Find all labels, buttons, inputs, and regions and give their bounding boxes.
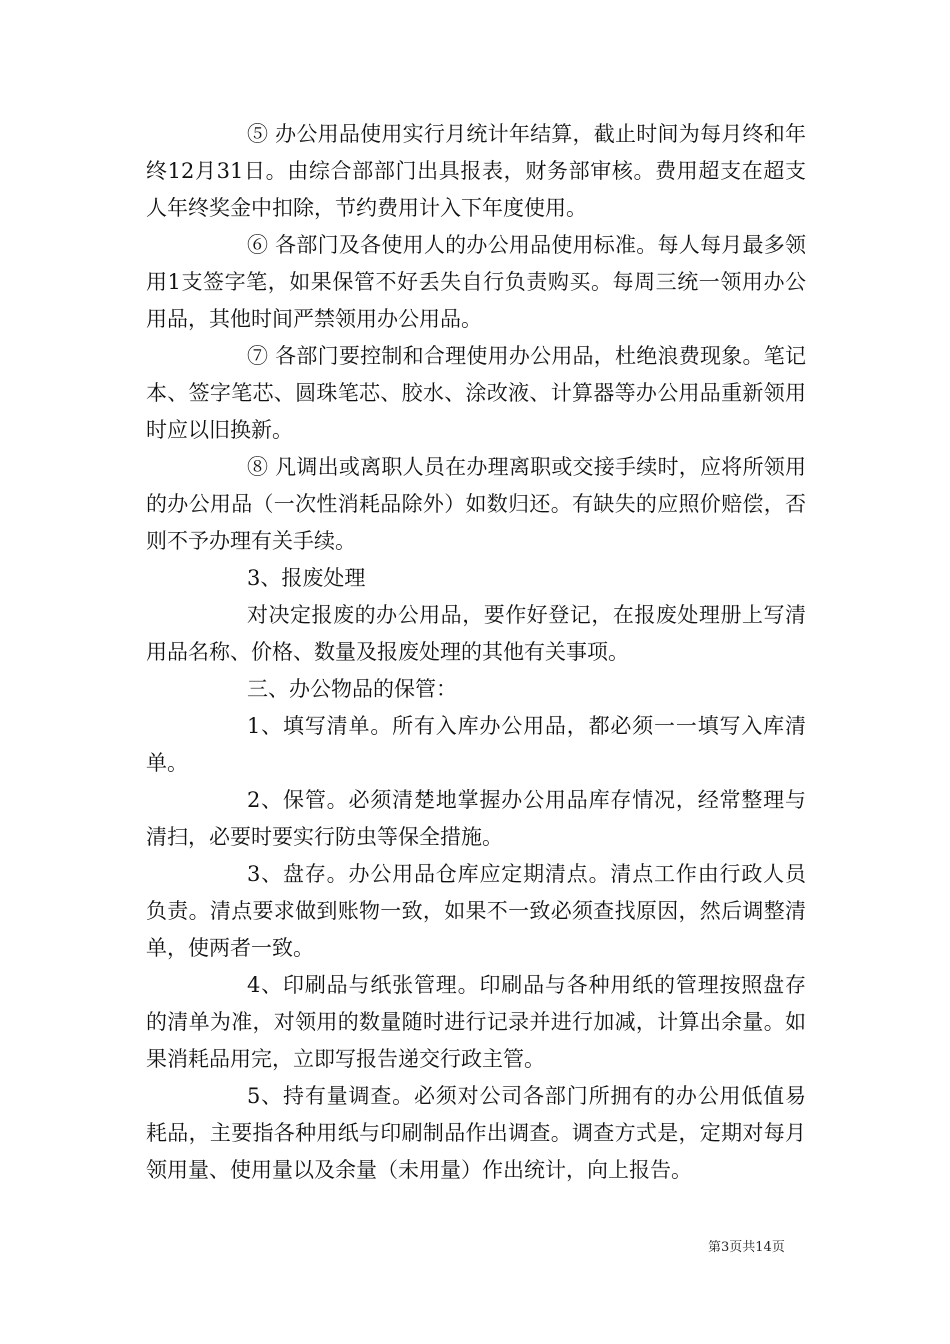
paragraph-storage-2: 2、保管。必须清楚地掌握办公用品库存情况，经常整理与清扫，必要时要实行防虫等保全措施。 <box>146 788 806 849</box>
paragraph-storage-3: 3、盘存。办公用品仓库应定期清点。清点工作由行政人员负责。清点要求做到账物一致，如果不一致必须查找原因，然后调整清单，使两者一致。 <box>146 862 806 960</box>
page-number-footer: 第3页共14页 <box>708 1240 785 1255</box>
paragraph-storage-1: 1、填写清单。所有入库办公用品，都必须一一填写入库清单。 <box>146 714 806 775</box>
paragraph-scrap-handling: 对决定报废的办公用品，要作好登记，在报废处理册上写清用品名称、价格、数量及报废处理的其他有关事项。 <box>146 603 806 664</box>
section-heading-storage: 三、办公物品的保管： <box>247 677 457 701</box>
paragraph-item-6: ⑥ 各部门及各使用人的办公用品使用标准。每人每月最多领用1支签字笔，如果保管不好丢失自行负责购买。每周三统一领用办公用品，其他时间严禁领用办公用品。 <box>146 233 806 331</box>
paragraph-item-8: ⑧ 凡调出或离职人员在办理离职或交接手续时，应将所领用的办公用品（一次性消耗品除外）如数归还。有缺失的应照价赔偿，否则不予办理有关手续。 <box>146 455 806 553</box>
paragraph-storage-5: 5、持有量调查。必须对公司各部门所拥有的办公用低值易耗品，主要指各种用纸与印刷制品作出调查。调查方式是，定期对每月领用量、使用量以及余量（未用量）作出统计，向上报告。 <box>146 1084 806 1182</box>
section-heading-scrap: 3、报废处理 <box>247 566 366 590</box>
paragraph-item-7: ⑦ 各部门要控制和合理使用办公用品，杜绝浪费现象。笔记本、签字笔芯、圆珠笔芯、胶水、涂改液、计算器等办公用品重新领用时应以旧换新。 <box>146 344 806 442</box>
paragraph-storage-4: 4、印刷品与纸张管理。印刷品与各种用纸的管理按照盘存的清单为准，对领用的数量随时进行记录并进行加减，计算出余量。如果消耗品用完，立即写报告递交行政主管。 <box>146 973 806 1071</box>
document-body <box>146 116 806 1189</box>
paragraph-item-5: ⑤ 办公用品使用实行月统计年结算，截止时间为每月终和年终12月31日。由综合部部门出具报表，财务部审核。费用超支在超支人年终奖金中扣除，节约费用计入下年度使用。 <box>146 122 806 220</box>
